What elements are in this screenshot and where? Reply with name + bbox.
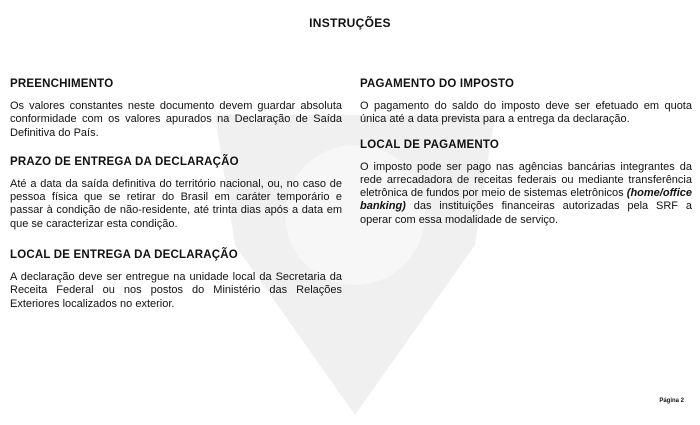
section-heading: PRAZO DE ENTREGA DA DECLARAÇÃO (10, 155, 239, 168)
section-text: A declaração deve ser entregue na unidade local da Secretaria da Receita Federal ou nos postos do Ministério das Relações Exteriores localizados no exterior. (10, 271, 342, 310)
section-text: Até a data da saída definitiva do território nacional, ou, no caso de pessoa física que se retirar do Brasil em caráter temporário e passar à condição de não-residente, até trinta dias após a data em que se caracterizar esta condição. (10, 177, 342, 230)
text-part: das instituições financeiras autorizadas pela SRF a operar com essa modalidade de serviço. (360, 200, 692, 226)
text-part: O imposto pode ser pago nas agências bancárias integrantes da rede arrecadadora de receitas federais ou mediante transferência eletrônica de fundos por meio de sistemas eletrônicos (360, 160, 692, 200)
section-text: O pagamento do saldo do imposto deve ser efetuado em quota única até a data prevista para a entrega da declaração. (360, 100, 692, 126)
section-heading: LOCAL DE ENTREGA DA DECLARAÇÃO (10, 249, 238, 262)
section-text (360, 161, 692, 227)
page-number: Página 2 (659, 398, 684, 404)
section-local-pagamento (360, 139, 692, 227)
page-title: INSTRUÇÕES (309, 16, 391, 30)
right-column (360, 78, 692, 241)
section-prazo-entrega (10, 156, 342, 231)
left-column (10, 78, 342, 325)
section-local-entrega (10, 249, 342, 311)
section-heading: PAGAMENTO DO IMPOSTO (360, 78, 515, 90)
section-text: Os valores constantes neste documento devem guardar absoluta conformidade com os valores apurados na Declaração de Saída Definitiva do País. (10, 100, 342, 139)
section-pagamento-imposto (360, 78, 692, 127)
section-preenchimento (10, 78, 342, 140)
text-emphasis: (home/office banking) (360, 187, 692, 213)
section-heading: LOCAL DE PAGAMENTO (360, 138, 500, 151)
section-heading: PREENCHIMENTO (10, 78, 114, 90)
